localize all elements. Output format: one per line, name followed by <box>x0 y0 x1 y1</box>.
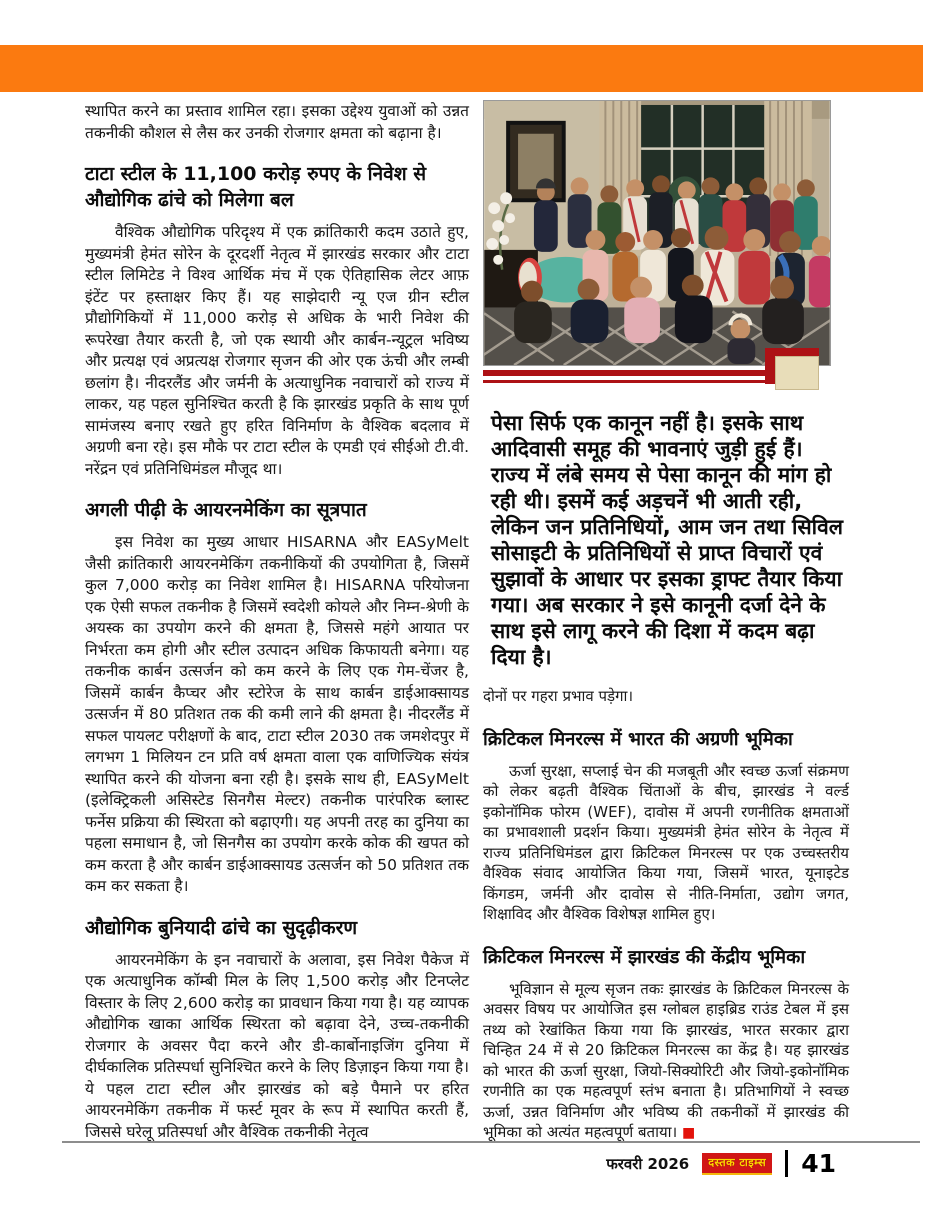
section-heading-tata-investment: टाटा स्टील के 11,100 करोड़ रुपए के निवेश से औद्योगिक ढांचे को मिलेगा बल <box>85 163 427 211</box>
section-heading-ironmaking: अगली पीढ़ी के आयरनमेकिंग का सूत्रपात <box>85 499 367 521</box>
header-accent-bar <box>0 45 923 92</box>
footer <box>0 1149 836 1178</box>
photo-corner-beige-square <box>775 356 819 390</box>
paragraph-text: भूविज्ञान से मूल्य सृजन तकः झारखंड के क्रिटिकल मिनरल्स के अवसर विषय पर आयोजित इस ग्लोबल हाइब्रिड राउंड टेबल में इस तथ्य को रेखांकित किया गया कि झारखंड, भारत सरकार द्वारा चिन्हित 24 में से 20 क्रिटिकल मिनरल्स का केंद्र है। यह झारखंड को भारत की ऊर्जा सुरक्षा, जियो-सिक्योरिटी और जियो-इकोनॉमिक रणनीति का एक महत्वपूर्ण स्तंभ बनाता है। प्रतिभागियों ने स्वच्छ ऊर्जा, उन्नत विनिर्माण और भविष्य की तकनीकों में झारखंड की भूमिका को अत्यंत महत्वपूर्ण बताया। <box>483 979 849 1141</box>
section-heading-critical-minerals-india: क्रिटिकल मिनरल्स में भारत की अग्रणी भूमिका <box>483 728 793 750</box>
right-column <box>483 100 849 1144</box>
continuation-line: दोनों पर गहरा प्रभाव पड़ेगा। <box>483 687 634 705</box>
section-heading-infrastructure: औद्योगिक बुनियादी ढांचे का सुदृढ़ीकरण <box>85 916 358 939</box>
footer-date: फरवरी 2026 <box>606 1154 690 1173</box>
section-paragraph-tata-investment: वैश्विक औद्योगिक परिदृश्य में एक क्रांतिकारी कदम उठाते हुए, मुख्यमंत्री हेमंत सोरेन के दूरदर्शी नेतृत्व में झारखंड सरकार और टाटा स्टील लिमिटेड ने विश्व आर्थिक मंच में एक ऐतिहासिक लेटर आफ़ इंटेंट पर हस्ताक्षर किए हैं। यह साझेदारी न्यू एज ग्रीन स्टील प्रौद्योगिकियों में 11,000 करोड़ से अधिक के भारी निवेश की रूपरेखा तैयार करती है, जो एक स्थायी और कार्बन-न्यूट्रल भविष्य और प्रत्यक्ष एवं अप्रत्यक्ष रोजगार सृजन की ओर एक ऊंची और लम्बी छलांग है। नीदरलैंड और जर्मनी के अत्याधुनिक नवाचारों को राज्य में लाकर, यह पहल सुनिश्चित करती है कि झारखंड प्रकृति के साथ पूर्ण सामंजस्य बनाए रखते हुए हरित विनिर्माण के वैश्विक बदलाव में अग्रणी बना रहे। इस मौके पर टाटा स्टील के एमडी एवं सीईओ टी.वी. नरेंद्रन एवं प्रतिनिधिमंडल मौजूद था। <box>85 223 469 478</box>
photo-underline-thick <box>483 370 803 376</box>
page-number: 41 <box>801 1149 836 1178</box>
section-paragraph-infrastructure: आयरनमेकिंग के इन नवाचारों के अलावा, इस निवेश पैकेज में एक अत्याधुनिक कॉम्बी मिल के लिए 1,500 करोड़ और टिनप्लेट विस्तार के लिए 2,600 करोड़ का प्रावधान किया गया है। यह व्यापक औद्योगिक खाका आर्थिक स्थिरता को बढ़ावा देने, उच्च-तकनीकी रोजगार के अवसर पैदा करने और डी-कार्बोनाइजिंग दुनिया में दीर्घकालिक प्रतिस्पर्धा सुनिश्चित करने के लिए डिज़ाइन किया गया है। ये पहल टाटा स्टील और झारखंड को बड़े पैमाने पर हरित आयरनमेकिंग तकनीक में फर्स्ट मूवर के रूप में स्थापित करती हैं, जिससे घरेलू प्रतिस्पर्धा और वैश्विक तकनीकी नेतृत्व <box>85 950 469 1141</box>
left-column <box>85 101 469 1143</box>
footer-separator <box>785 1150 788 1177</box>
section-paragraph-critical-minerals-india: ऊर्जा सुरक्षा, सप्लाई चेन की मजबूती और स्वच्छ ऊर्जा संक्रमण को लेकर बढ़ती वैश्विक चिंताओं के बीच, झारखंड ने वर्ल्ड इकोनॉमिक फोरम (WEF), दावोस में अपनी रणनीतिक क्षमताओं का प्रभावशाली प्रदर्शन किया। मुख्यमंत्री हेमंत सोरेन के नेतृत्व में राज्य प्रतिनिधिमंडल द्वारा क्रिटिकल मिनरल्स पर एक उच्चस्तरीय वैश्विक संवाद आयोजित किया गया, जिसमें भारत, यूनाइटेड किंगडम, जर्मनी और दावोस से नीति-निर्माता, उद्योग जगत, शिक्षाविद और वैश्विक विशेषज्ञ शामिल हुए। <box>483 761 849 923</box>
article-end-mark: ■ <box>682 1125 696 1141</box>
pull-quote: पेसा सिर्फ एक कानून नहीं है। इसके साथ आदिवासी समूह की भावनाएं जुड़ी हुई हैं। राज्य में लंबे समय से पेसा कानून की मांग हो रही थी। इसमें कई अड़चनें भी आती रही, लेकिन जन प्रतिनिधियों, आम जन तथा सिविल सोसाइटी के प्रतिनिधियों से प्राप्त विचारों एवं सुझावों के आधार पर इसका ड्राफ्ट तैयार किया गया। अब सरकार ने इसे कानूनी दर्जा देने के साथ इसे लागू करने की दिशा में कदम बढ़ा दिया है। <box>491 411 844 669</box>
group-photo-illustration <box>483 100 831 366</box>
section-paragraph-critical-minerals-jharkhand <box>483 979 849 1144</box>
footer-divider <box>62 1141 920 1143</box>
photo-underline-thin <box>483 380 803 383</box>
intro-paragraph: स्थापित करने का प्रस्ताव शामिल रहा। इसका उद्देश्य युवाओं को उन्नत तकनीकी कौशल से लैस कर उनकी रोजगार क्षमता को बढ़ाना है। <box>85 102 469 142</box>
group-photo <box>483 100 831 366</box>
section-paragraph-ironmaking: इस निवेश का मुख्य आधार HISARNA और EASyMelt जैसी क्रांतिकारी आयरनमेकिंग तकनीकियों की उपयोगिता है, जिसमें कुल 7,000 करोड़ का निवेश शामिल है। HISARNA परियोजना एक ऐसी सफल तकनीक है जिसमें स्वदेशी कोयले और निम्न-श्रेणी के अयस्क का उपयोग करने की क्षमता है, जिससे महंगे आयात पर निर्भरता कम होगी और स्टील उत्पादन अधिक किफायती बनेगा। यह तकनीक कार्बन उत्सर्जन को कम करने के लिए एक गेम-चेंजर है, जिसमें कार्बन कैप्चर और स्टोरेज के साथ कार्बन डाईआक्सायड उत्सर्जन में 80 प्रतिशत तक की कमी लाने की क्षमता है। नीदरलैंड में सफल पायलट परीक्षणों के बाद, टाटा स्टील 2030 तक जमशेदपुर में लगभग 1 मिलियन टन प्रति वर्ष क्षमता वाला एक वाणिज्यिक संयंत्र स्थापित करने की योजना बना रही है। इसके साथ ही, EASyMelt (इलेक्ट्रिकली असिस्टेड सिनगैस मेल्टर) तकनीक पारंपरिक ब्लास्ट फर्नेस प्रक्रिया की स्थिरता को बढ़ाएगी। यह अपनी तरह का दुनिया का पहला समाधान है, जो सिनगैस का उपयोग करके कोक की खपत को कम करता है और कार्बन डाईआक्सायड उत्सर्जन को 50 प्रतिशत तक कम कर सकता है। <box>85 533 469 895</box>
magazine-logo: दस्तक टाइम्स <box>702 1153 772 1175</box>
section-heading-critical-minerals-jharkhand: क्रिटिकल मिनरल्स में झारखंड की केंद्रीय भूमिका <box>483 946 806 968</box>
